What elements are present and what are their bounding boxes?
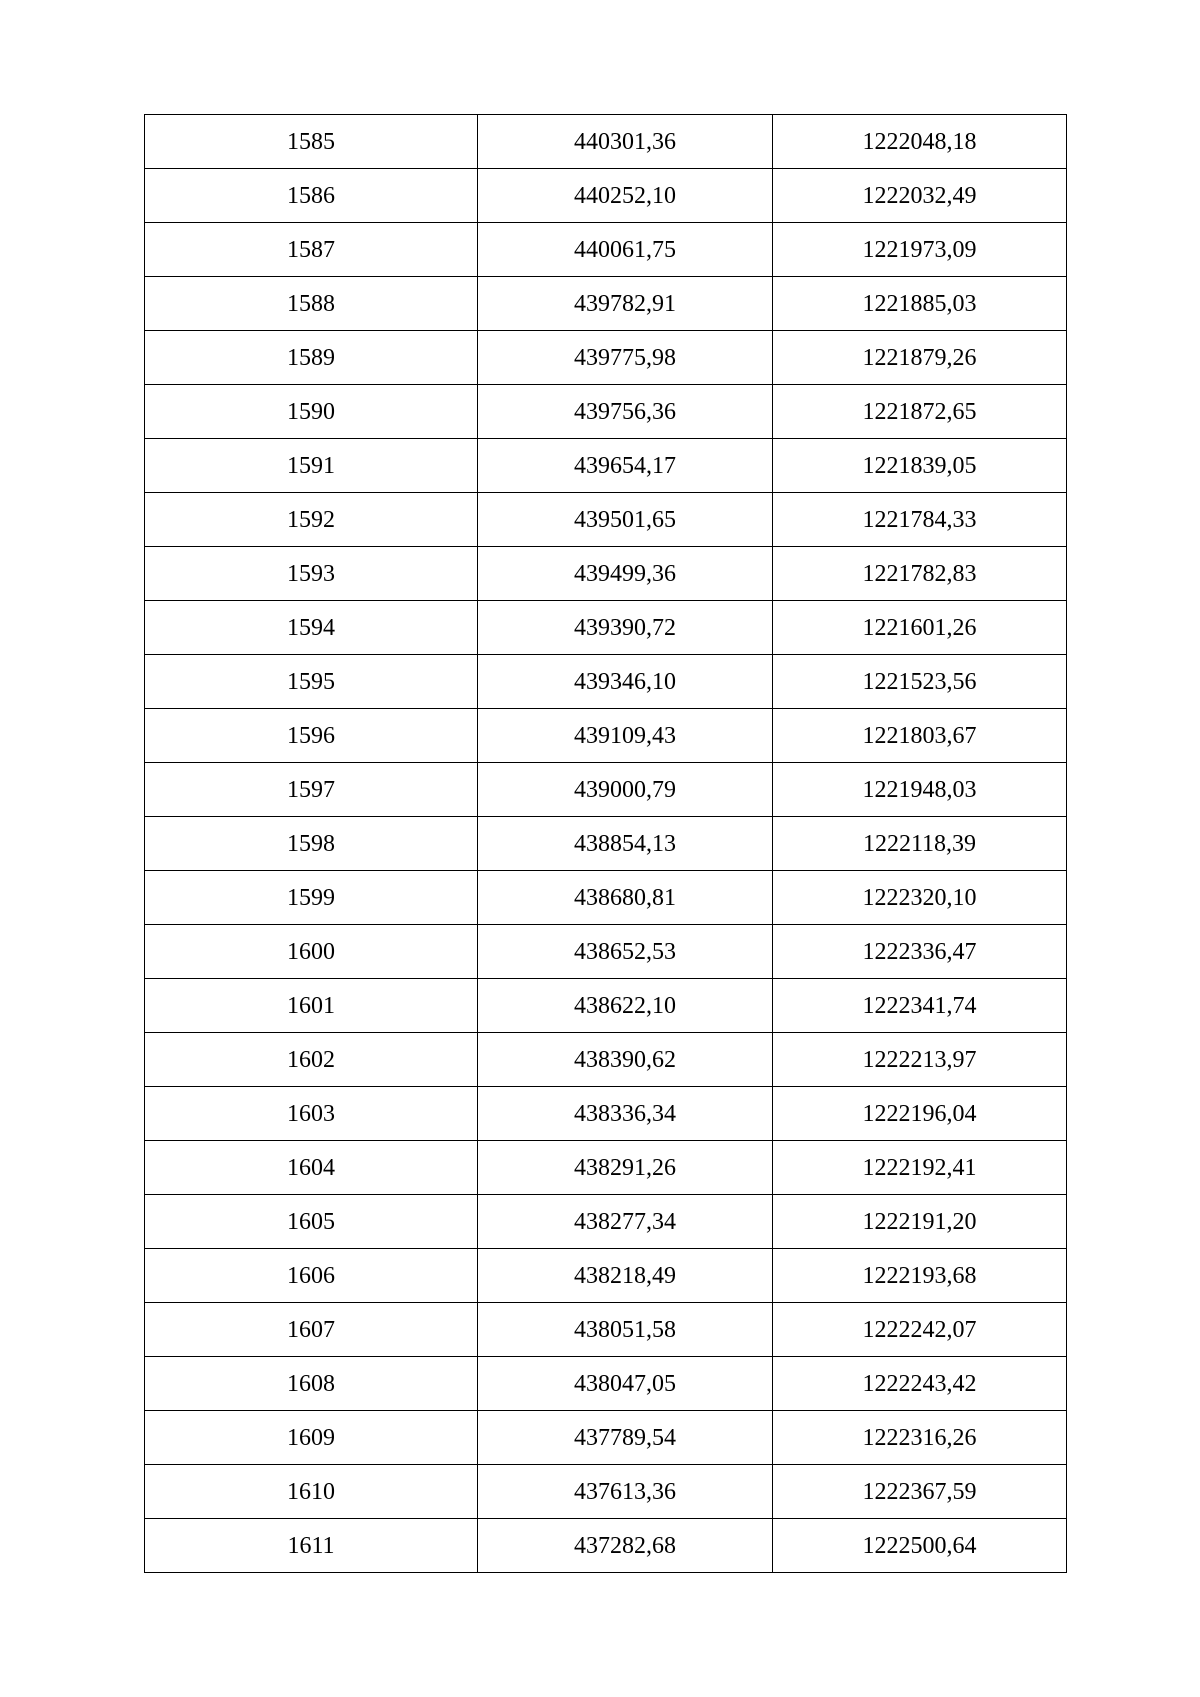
point-number-cell: 1609 bbox=[145, 1411, 478, 1465]
point-number-cell: 1585 bbox=[145, 115, 478, 169]
x-coordinate-cell: 438854,13 bbox=[478, 817, 773, 871]
x-coordinate-cell: 439501,65 bbox=[478, 493, 773, 547]
point-number-cell: 1597 bbox=[145, 763, 478, 817]
point-number-cell: 1591 bbox=[145, 439, 478, 493]
x-coordinate-cell: 438390,62 bbox=[478, 1033, 773, 1087]
y-coordinate-cell: 1222367,59 bbox=[773, 1465, 1067, 1519]
point-number-cell: 1589 bbox=[145, 331, 478, 385]
y-coordinate-cell: 1222500,64 bbox=[773, 1519, 1067, 1573]
y-coordinate-cell: 1222341,74 bbox=[773, 979, 1067, 1033]
x-coordinate-cell: 438277,34 bbox=[478, 1195, 773, 1249]
table-row bbox=[145, 385, 1067, 439]
x-coordinate-cell: 439782,91 bbox=[478, 277, 773, 331]
y-coordinate-cell: 1221885,03 bbox=[773, 277, 1067, 331]
table-row bbox=[145, 1357, 1067, 1411]
table-row bbox=[145, 493, 1067, 547]
table-row bbox=[145, 817, 1067, 871]
y-coordinate-cell: 1222048,18 bbox=[773, 115, 1067, 169]
table-row bbox=[145, 925, 1067, 979]
table-row bbox=[145, 1033, 1067, 1087]
table-row bbox=[145, 169, 1067, 223]
x-coordinate-cell: 438680,81 bbox=[478, 871, 773, 925]
point-number-cell: 1607 bbox=[145, 1303, 478, 1357]
table-row bbox=[145, 223, 1067, 277]
point-number-cell: 1611 bbox=[145, 1519, 478, 1573]
coordinates-table bbox=[144, 114, 1067, 1573]
y-coordinate-cell: 1221872,65 bbox=[773, 385, 1067, 439]
y-coordinate-cell: 1221948,03 bbox=[773, 763, 1067, 817]
point-number-cell: 1600 bbox=[145, 925, 478, 979]
point-number-cell: 1587 bbox=[145, 223, 478, 277]
point-number-cell: 1605 bbox=[145, 1195, 478, 1249]
x-coordinate-cell: 439390,72 bbox=[478, 601, 773, 655]
x-coordinate-cell: 440301,36 bbox=[478, 115, 773, 169]
y-coordinate-cell: 1222193,68 bbox=[773, 1249, 1067, 1303]
table-row bbox=[145, 115, 1067, 169]
x-coordinate-cell: 438336,34 bbox=[478, 1087, 773, 1141]
y-coordinate-cell: 1222336,47 bbox=[773, 925, 1067, 979]
x-coordinate-cell: 438218,49 bbox=[478, 1249, 773, 1303]
point-number-cell: 1595 bbox=[145, 655, 478, 709]
x-coordinate-cell: 439756,36 bbox=[478, 385, 773, 439]
table-row bbox=[145, 331, 1067, 385]
x-coordinate-cell: 439775,98 bbox=[478, 331, 773, 385]
table-row bbox=[145, 601, 1067, 655]
x-coordinate-cell: 438291,26 bbox=[478, 1141, 773, 1195]
table-row bbox=[145, 277, 1067, 331]
y-coordinate-cell: 1221784,33 bbox=[773, 493, 1067, 547]
table-row bbox=[145, 1411, 1067, 1465]
x-coordinate-cell: 437613,36 bbox=[478, 1465, 773, 1519]
point-number-cell: 1598 bbox=[145, 817, 478, 871]
point-number-cell: 1593 bbox=[145, 547, 478, 601]
table-row bbox=[145, 709, 1067, 763]
y-coordinate-cell: 1222196,04 bbox=[773, 1087, 1067, 1141]
x-coordinate-cell: 439346,10 bbox=[478, 655, 773, 709]
y-coordinate-cell: 1221782,83 bbox=[773, 547, 1067, 601]
x-coordinate-cell: 439654,17 bbox=[478, 439, 773, 493]
x-coordinate-cell: 437789,54 bbox=[478, 1411, 773, 1465]
x-coordinate-cell: 440061,75 bbox=[478, 223, 773, 277]
y-coordinate-cell: 1221601,26 bbox=[773, 601, 1067, 655]
y-coordinate-cell: 1222118,39 bbox=[773, 817, 1067, 871]
table-row bbox=[145, 1195, 1067, 1249]
y-coordinate-cell: 1222213,97 bbox=[773, 1033, 1067, 1087]
point-number-cell: 1599 bbox=[145, 871, 478, 925]
y-coordinate-cell: 1222316,26 bbox=[773, 1411, 1067, 1465]
table-row bbox=[145, 1465, 1067, 1519]
x-coordinate-cell: 440252,10 bbox=[478, 169, 773, 223]
x-coordinate-cell: 437282,68 bbox=[478, 1519, 773, 1573]
table-row bbox=[145, 1087, 1067, 1141]
x-coordinate-cell: 438652,53 bbox=[478, 925, 773, 979]
x-coordinate-cell: 438051,58 bbox=[478, 1303, 773, 1357]
x-coordinate-cell: 439499,36 bbox=[478, 547, 773, 601]
x-coordinate-cell: 438047,05 bbox=[478, 1357, 773, 1411]
point-number-cell: 1604 bbox=[145, 1141, 478, 1195]
point-number-cell: 1608 bbox=[145, 1357, 478, 1411]
point-number-cell: 1603 bbox=[145, 1087, 478, 1141]
y-coordinate-cell: 1221879,26 bbox=[773, 331, 1067, 385]
table-row bbox=[145, 1519, 1067, 1573]
point-number-cell: 1592 bbox=[145, 493, 478, 547]
table-row bbox=[145, 1249, 1067, 1303]
table-row bbox=[145, 1141, 1067, 1195]
coordinates-table-body bbox=[145, 115, 1067, 1573]
table-row bbox=[145, 439, 1067, 493]
table-row bbox=[145, 871, 1067, 925]
table-row bbox=[145, 979, 1067, 1033]
y-coordinate-cell: 1222191,20 bbox=[773, 1195, 1067, 1249]
y-coordinate-cell: 1221973,09 bbox=[773, 223, 1067, 277]
y-coordinate-cell: 1222192,41 bbox=[773, 1141, 1067, 1195]
y-coordinate-cell: 1222243,42 bbox=[773, 1357, 1067, 1411]
x-coordinate-cell: 439000,79 bbox=[478, 763, 773, 817]
table-row bbox=[145, 1303, 1067, 1357]
table-row bbox=[145, 763, 1067, 817]
y-coordinate-cell: 1221839,05 bbox=[773, 439, 1067, 493]
point-number-cell: 1606 bbox=[145, 1249, 478, 1303]
point-number-cell: 1602 bbox=[145, 1033, 478, 1087]
y-coordinate-cell: 1221523,56 bbox=[773, 655, 1067, 709]
y-coordinate-cell: 1222242,07 bbox=[773, 1303, 1067, 1357]
point-number-cell: 1586 bbox=[145, 169, 478, 223]
point-number-cell: 1588 bbox=[145, 277, 478, 331]
point-number-cell: 1596 bbox=[145, 709, 478, 763]
x-coordinate-cell: 438622,10 bbox=[478, 979, 773, 1033]
x-coordinate-cell: 439109,43 bbox=[478, 709, 773, 763]
point-number-cell: 1601 bbox=[145, 979, 478, 1033]
table-row bbox=[145, 547, 1067, 601]
point-number-cell: 1594 bbox=[145, 601, 478, 655]
table-row bbox=[145, 655, 1067, 709]
y-coordinate-cell: 1222032,49 bbox=[773, 169, 1067, 223]
point-number-cell: 1610 bbox=[145, 1465, 478, 1519]
y-coordinate-cell: 1222320,10 bbox=[773, 871, 1067, 925]
point-number-cell: 1590 bbox=[145, 385, 478, 439]
y-coordinate-cell: 1221803,67 bbox=[773, 709, 1067, 763]
